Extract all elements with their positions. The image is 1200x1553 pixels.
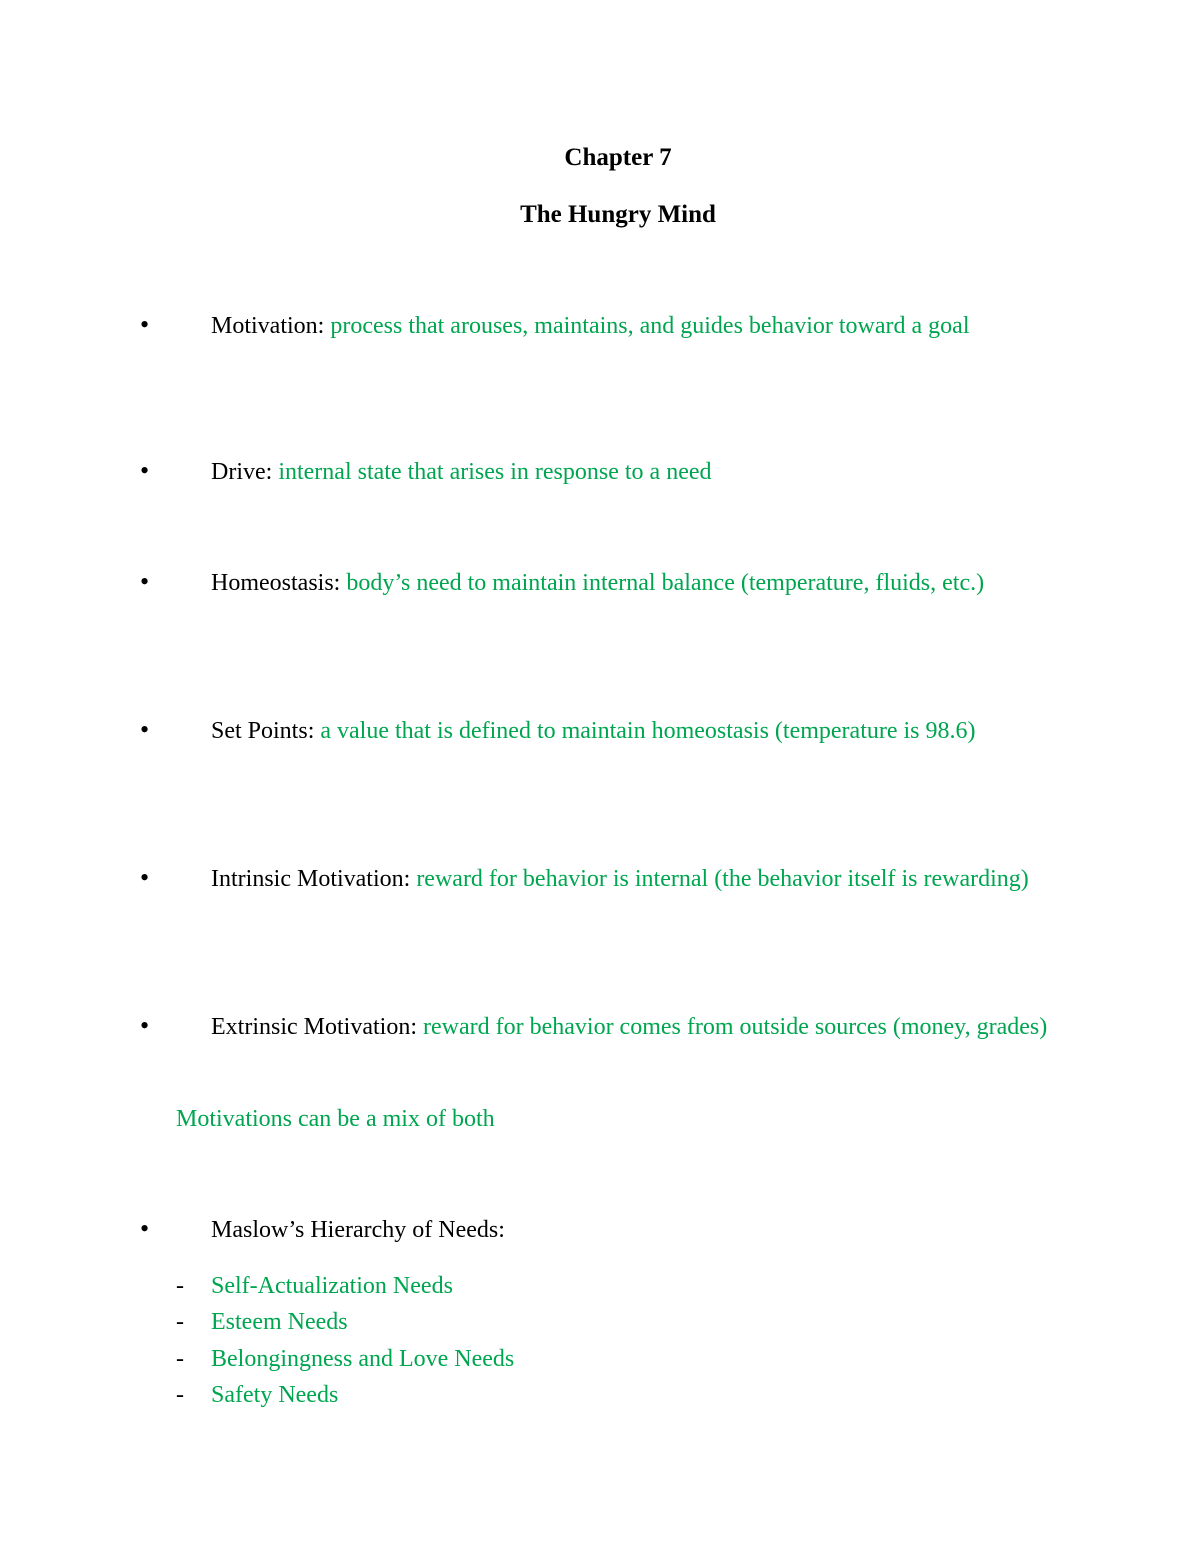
term-definition: reward for behavior is internal (the behavior itself is rewarding): [416, 866, 1029, 892]
term-definition: internal state that arises in response to a need: [278, 459, 712, 485]
bullet-icon: •: [140, 1011, 150, 1040]
list-item: [176, 454, 1056, 490]
term-definition: body’s need to maintain internal balance (temperature, fluids, etc.): [346, 570, 985, 596]
bullet-icon: •: [140, 1214, 150, 1243]
maslow-level: Self-Actualization Needs: [211, 1273, 453, 1299]
term-label: Maslow’s Hierarchy of Needs:: [211, 1217, 505, 1243]
list-item: [176, 565, 1056, 601]
maslow-level: Esteem Needs: [211, 1309, 348, 1335]
term-definition: reward for behavior comes from outside sources (money, grades): [422, 1014, 1048, 1040]
term-label: Homeostasis:: [211, 570, 341, 596]
term-label: Extrinsic Motivation:: [211, 1014, 417, 1040]
chapter-heading: Chapter 7: [564, 144, 672, 171]
dash-marker: -: [176, 1273, 184, 1299]
list-item: [176, 861, 1056, 897]
term-definition: a value that is defined to maintain homeostasis (temperature is 98.6): [320, 718, 976, 744]
list-item: [176, 1212, 1056, 1248]
bullet-icon: •: [140, 715, 150, 744]
term-label: Set Points:: [211, 718, 315, 744]
dash-marker: -: [176, 1346, 184, 1372]
term-definition: process that arouses, maintains, and guides behavior toward a goal: [330, 313, 970, 339]
term-label: Motivation:: [211, 313, 325, 339]
maslow-level: Belongingness and Love Needs: [211, 1346, 515, 1372]
bullet-icon: •: [140, 310, 150, 339]
bullet-icon: •: [140, 863, 150, 892]
term-label: Intrinsic Motivation:: [211, 866, 411, 892]
list-item: [176, 713, 1056, 749]
list-item: [176, 308, 1056, 344]
maslow-level: Safety Needs: [211, 1382, 339, 1408]
document-title: The Hungry Mind: [520, 201, 716, 228]
dash-marker: -: [176, 1382, 184, 1408]
bullet-icon: •: [140, 456, 150, 485]
bullet-icon: •: [140, 567, 150, 596]
term-label: Drive:: [211, 459, 273, 485]
list-item: [176, 1009, 1056, 1045]
note-text: Motivations can be a mix of both: [176, 1106, 495, 1132]
dash-marker: -: [176, 1309, 184, 1335]
